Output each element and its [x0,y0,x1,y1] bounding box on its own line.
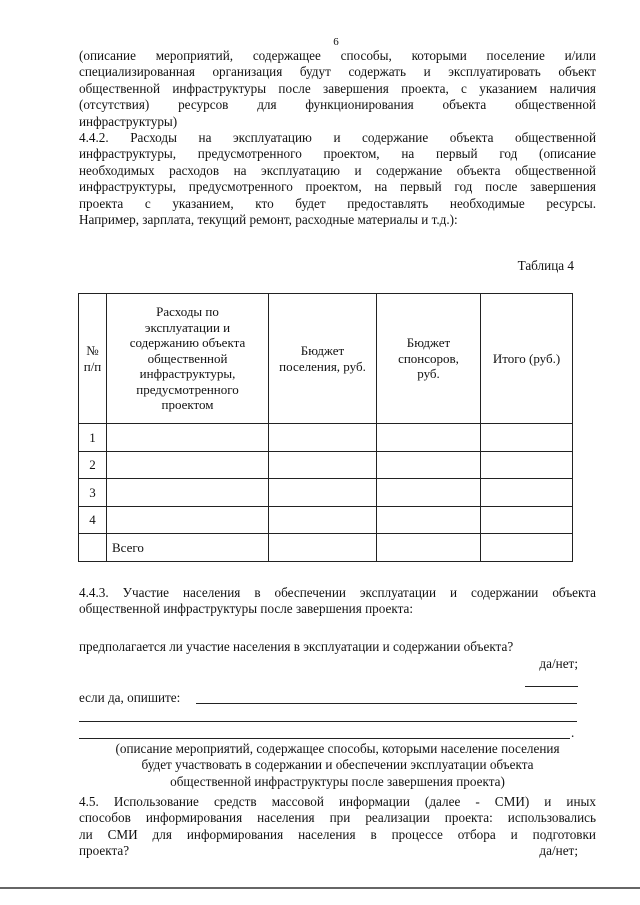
description-line[interactable] [79,721,577,722]
page-bottom-edge [0,887,640,889]
table-cell[interactable] [269,479,377,507]
section-45-line: 4.5. Использование средств массовой информации (далее - СМИ) и иных [79,794,596,809]
intro-line: инфраструктуры) [79,113,178,129]
yes-no-option[interactable]: да/нет; [539,843,578,858]
header-sponsor-budget: Бюджет спонсоров, руб. [377,294,481,424]
answer-line[interactable] [525,686,578,687]
header-total: Итого (руб.) [481,294,573,424]
table-row [79,451,573,479]
table-cell[interactable] [269,506,377,534]
table-cell[interactable] [377,506,481,534]
row-number: 3 [79,479,107,507]
section-45-line: проекта? [79,843,130,859]
table-cell[interactable] [377,451,481,479]
table-cell[interactable] [481,424,573,452]
table-cell[interactable] [107,479,269,507]
caption-line: общественной инфраструктуры после завершения проекта) [170,773,505,789]
yes-no-option[interactable]: да/нет; [539,656,578,671]
table-cell[interactable] [107,506,269,534]
table-cell[interactable] [481,506,573,534]
table-row [79,424,573,452]
table-cell[interactable] [377,479,481,507]
table-cell[interactable] [481,479,573,507]
table-cell[interactable] [377,534,481,562]
row-number: 4 [79,506,107,534]
table-cell[interactable] [269,451,377,479]
intro-line: (отсутствия) ресурсов для функционирования объекта общественной [79,97,596,113]
table-cell[interactable] [269,424,377,452]
table-total-row [79,534,573,562]
section-442-line: необходимых расходов на эксплуатацию и содержание объекта общественной [79,162,596,178]
section-45 [79,794,596,860]
end-period: . [571,725,575,740]
if-yes-label: если да, опишите: [79,690,181,705]
description-line[interactable] [196,703,577,704]
intro-paragraph [79,48,596,228]
intro-line: (описание мероприятий, содержащее способы, которыми поселение и/или [79,48,596,63]
table-cell[interactable] [107,424,269,452]
caption-line: (описание мероприятий, содержащее способы, которыми население поселения [115,741,560,756]
section-443 [79,585,596,618]
table-cell[interactable] [481,534,573,562]
table-cell[interactable] [481,451,573,479]
total-label: Всего [107,534,269,562]
row-number: 2 [79,451,107,479]
section-45-line: ли СМИ для информирования населения в процессе отбора и подготовки [79,826,596,842]
page-number: 6 [333,36,339,48]
section-443-line: общественной инфраструктуры после завершения проекта: [79,601,414,617]
header-num: № п/п [79,294,107,424]
section-442-line: инфраструктуры, предусмотренного проектом, на первый год после завершения [79,179,596,195]
row-number: 1 [79,424,107,452]
section-442-line: Например, зарплата, текущий ремонт, расходные материалы и т.д.): [79,212,458,228]
table-cell[interactable] [269,534,377,562]
expenses-table [78,293,573,562]
participation-question: предполагается ли участие населения в эксплуатации и содержании объекта? [79,639,514,654]
description-line[interactable] [79,738,570,739]
table-cell[interactable] [107,451,269,479]
header-settlement-budget: Бюджет поселения, руб. [269,294,377,424]
table-row [79,506,573,534]
section-443-line: 4.4.3. Участие населения в обеспечении эксплуатации и содержании объекта [79,585,596,600]
section-45-line: способов информирования населения при реализации проекта: использовались [79,810,596,826]
table-row [79,479,573,507]
intro-line: общественной инфраструктуры после завершения проекта, с указанием наличия [79,80,596,96]
section-442-line: проекта с указанием, кто будет предоставлять необходимые ресурсы. [79,195,596,211]
header-expense: Расходы по эксплуатации и содержанию объекта общественной инфраструктуры, предусмотренного проектом [107,294,269,424]
section-442-line: инфраструктуры, предусмотренного проектом, на первый год (описание [79,146,596,162]
table-cell[interactable] [377,424,481,452]
caption-line: будет участвовать в содержании и обеспечении эксплуатации объекта [141,757,534,773]
section-442-line: 4.4.2. Расходы на эксплуатацию и содержание объекта общественной [79,130,596,146]
table-header-row [79,294,573,424]
table-label: Таблица 4 [517,258,574,273]
intro-line: специализированная организация будут содержать и эксплуатировать объект [79,64,596,80]
table-cell [79,534,107,562]
caption [79,741,596,790]
